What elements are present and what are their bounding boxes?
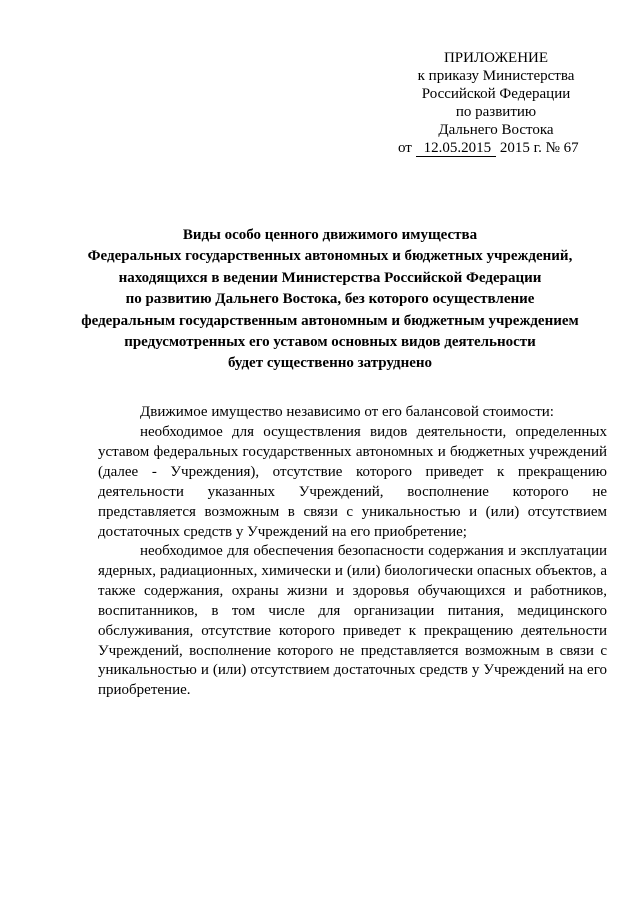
appendix-line-1: к приказу Министерства [417, 68, 575, 84]
intro-paragraph: Движимое имущество независимо от его балансовой стоимости: [140, 404, 554, 420]
appendix-header [396, 49, 596, 139]
title-line: предусмотренных его уставом основных видов деятельности [124, 334, 536, 351]
appendix-heading: ПРИЛОЖЕНИЕ [443, 50, 549, 66]
title-line: будет существенно затруднено [227, 355, 433, 372]
order-suffix: 2015 г. № 67 [499, 140, 579, 156]
title-line: находящихся в ведении Министерства Российской Федерации [118, 269, 542, 286]
title-line: Федеральных государственных автономных и бюджетных учреждений, [87, 248, 573, 265]
order-reference [398, 139, 579, 157]
order-prefix: от [398, 140, 412, 156]
order-date: 12.05.2015 [416, 140, 497, 157]
body-paragraph-1: необходимое для осуществления видов деятельности, определенных уставом федеральных государственных автономных и бюджетных учреждений (далее - Учреждения), отсутствие которого приведет к прекращению деятельности указанных Учреждений, восполнение которого не представляется возможным в связи с уникальностью и (или) отсутствием достаточных средств у Учреждений на его приобретение; [98, 424, 607, 540]
body-paragraph-2: необходимое для обеспечения безопасности содержания и эксплуатации ядерных, радиационных, химически и (или) биологически опасных объектов, а также содержания, охраны жизни и здоровья обучающихся и работников, воспитанников, в том числе для организации питания, медицинского обслуживания, отсутствие которого приведет к прекращению деятельности Учреждений, восполнение которого не представляется возможным в связи с уникальностью и (или) отсутствием достаточных средств у Учреждений на его приобретение. [98, 543, 607, 699]
title-line: по развитию Дальнего Востока, без которого осуществление [125, 291, 535, 308]
title-line: Виды особо ценного движимого имущества [182, 227, 478, 243]
title-line: федеральным государственным автономным и бюджетным учреждением [81, 312, 579, 329]
document-title [80, 225, 580, 375]
appendix-line-3: по развитию [455, 104, 537, 120]
appendix-line-2: Российской Федерации [421, 86, 571, 102]
appendix-line-4: Дальнего Востока [438, 122, 554, 138]
